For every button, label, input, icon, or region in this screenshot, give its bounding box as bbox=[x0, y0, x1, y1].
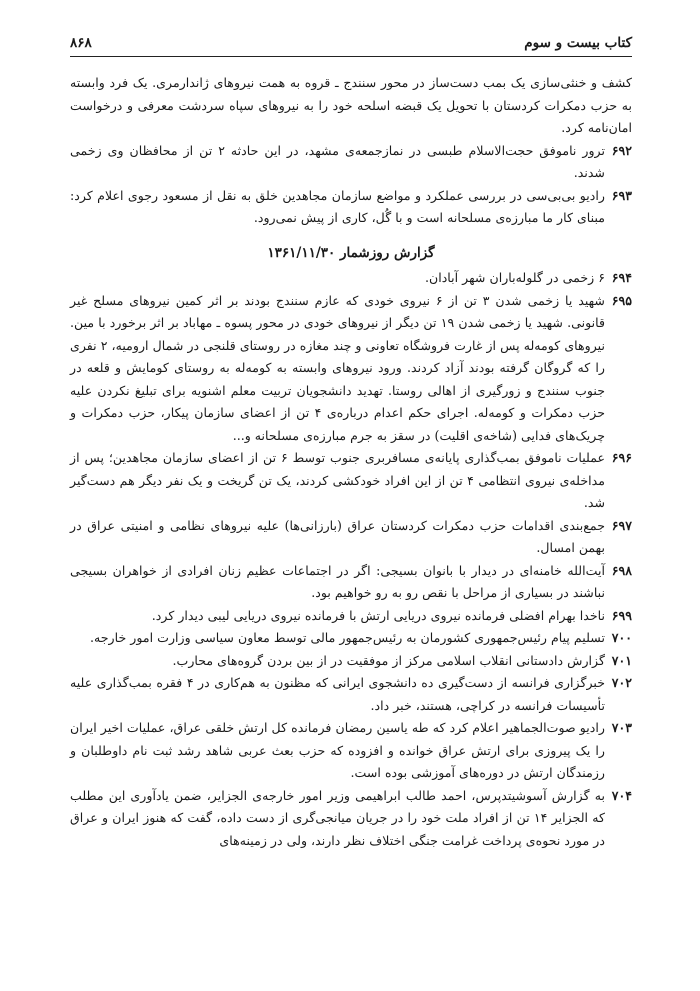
entry-text: ۶ زخمی در گلوله‌باران شهر آبادان. bbox=[424, 270, 605, 285]
entry-number: ۷۰۴ bbox=[611, 787, 632, 803]
daily-entries-list bbox=[70, 267, 632, 852]
entry-text: رادیو صوت‌الجماهیر اعلام کرد که طه یاسین رمضان فرمانده کل ارتش خلقی عراق، عملیات اخیر ایران را یک پیروزی برای ارتش عراق خوانده و افزوده که حزب بعث عربی شاهد رشد ثبت نام داوطلبان و رزمندگان ارتش در دوره‌های آموزشی بوده است. bbox=[70, 720, 605, 780]
section-title: گزارش روزشمار bbox=[339, 244, 435, 261]
section-date: ۱۳۶۱/۱۱/۳۰ bbox=[267, 244, 336, 261]
entry-item bbox=[70, 717, 632, 785]
entry-number: ۶۹۹ bbox=[611, 607, 632, 623]
page-content bbox=[70, 72, 632, 852]
entry-number: ۷۰۳ bbox=[611, 720, 632, 735]
entry-item bbox=[70, 560, 632, 605]
entry-number: ۶۹۸ bbox=[611, 562, 632, 578]
entry-text: تسلیم پیام رئیس‌جمهوری کشورمان به رئیس‌جمهور مالی توسط معاون سیاسی وزارت امور خارجه. bbox=[90, 630, 605, 645]
entry-number: ۷۰۱ bbox=[611, 652, 632, 668]
page-header bbox=[70, 30, 632, 57]
continued-paragraph: کشف و خنثی‌سازی یک بمب دست‌ساز در محور سنندج ـ قروه به همت نیروهای ژاندارمری. یک فرد وابسته به حزب دمکرات کردستان با تحویل یک قبضه اسلحه خود را به نیروهای سپاه سردشت معرفی و درخواست امان‌نامه کرد. bbox=[70, 75, 632, 135]
entry-item bbox=[70, 605, 632, 628]
entry-number: ۶۹۲ bbox=[611, 142, 632, 158]
entry-text: ناخدا بهرام افضلی فرمانده نیروی دریایی ارتش با فرمانده نیروی دریایی لیبی دیدار کرد. bbox=[151, 607, 605, 623]
entry-item bbox=[70, 267, 632, 290]
entry-text: شهید یا زخمی شدن ۳ تن از ۶ نیروی خودی که عازم سنندج بودند بر اثر کمین نیروهای مسلح غیر قانونی. شهید یا زخمی شدن ۱۹ تن دیگر از نیروهای خودی در محور پسوه ـ مهاباد بر اثر برخورد با مین. نیروهای کومه‌له پس از غارت فروشگاه تعاونی و چند مغازه در روستای قلنجی در شمال ارومیه، ۲ نفری را که گروگان گرفته بودند آزاد کردند. ورود نیروهای وابسته به کومه‌له به روستای کومایش و قلعه در جنوب سنندج و زورگیری از اهالی روستا. تهدید دانشجویان تربیت معلم اشنویه برای تبلیغ نکردن علیه حزب دمکرات و کومه‌له. اجرای حکم اعدام درباره‌ی ۴ تن از اعضای سازمان پیکار، حزب دمکرات و چریک‌های فدایی (شاخه‌ی اقلیت) در سقز به جرم مبارزه‌ی مسلحانه و... bbox=[70, 292, 605, 443]
entry-text: آیت‌الله خامنه‌ای در دیدار با بانوان بسیجی: اگر در اجتماعات عظیم زنان افرادی از خواهران بسیجی نباشند در بسیاری از مراحل با نقص رو به رو خواهیم بود. bbox=[70, 562, 605, 600]
entry-item bbox=[70, 140, 632, 185]
book-title: کتاب بیست و سوم bbox=[524, 35, 632, 51]
entry-item bbox=[70, 515, 632, 560]
section-heading bbox=[70, 242, 632, 265]
entry-text: گزارش دادستانی انقلاب اسلامی مرکز از موفقیت در از بین بردن گروه‌های محارب. bbox=[172, 652, 605, 668]
page-number: ۸۶۸ bbox=[70, 35, 92, 51]
entry-item bbox=[70, 290, 632, 448]
entry-text: عملیات ناموفق بمب‌گذاری پایانه‌ی مسافربری جنوب توسط ۶ تن از اعضای سازمان مجاهدین؛ پس از مداخله‌ی نیروی انتظامی ۴ تن از این افراد خودکشی کردند، یک تن گریخت و یک نفر دیگر هم دست‌گیر شد. bbox=[70, 450, 605, 510]
entries-before-section bbox=[70, 140, 632, 230]
entry-text: خبرگزاری فرانسه از دست‌گیری ده دانشجوی ایرانی که مظنون به هم‌کاری در ۴ فقره بمب‌گذاری علیه تأسیسات فرانسه در کراچی، هستند، خبر داد. bbox=[70, 675, 605, 713]
entry-text: جمع‌بندی اقدامات حزب دمکرات کردستان عراق (بارزانی‌ها) علیه نیروهای نظامی و امنیتی عراق در بهمن امسال. bbox=[70, 517, 605, 555]
entry-item bbox=[70, 650, 632, 673]
entry-number: ۶۹۴ bbox=[611, 270, 632, 285]
entry-item bbox=[70, 185, 632, 230]
entry-number: ۶۹۶ bbox=[611, 450, 632, 465]
entry-number: ۷۰۲ bbox=[611, 675, 632, 690]
entry-item bbox=[70, 672, 632, 717]
entry-number: ۶۹۷ bbox=[611, 517, 632, 533]
entry-item bbox=[70, 785, 632, 853]
entry-text: به گزارش آسوشیتدپرس، احمد طالب ابراهیمی وزیر امور خارجه‌ی الجزایر، ضمن یادآوری این مطلب که الجزایر ۱۴ تن از افراد ملت خود را در جریان میانجی‌گری از دست داده، گفت که هنوز ایران و عراق در مورد نحوه‌ی پرداخت غرامت جنگی اختلاف نظر دارند، ولی در زمینه‌های bbox=[70, 787, 606, 848]
entry-item bbox=[70, 627, 632, 650]
entry-text: رادیو بی‌بی‌سی در بررسی عملکرد و مواضع سازمان مجاهدین خلق به نقل از مسعود رجوی اعلام کرد: مبنای کار ما مبارزه‌ی مسلحانه است و با گُل، کاری از پیش نمی‌رود. bbox=[70, 187, 605, 225]
entry-text: ترور ناموفق حجت‌الاسلام طبسی در نمازجمعه‌ی مشهد، در این حادثه ۲ تن از محافظان وی زخمی شدند. bbox=[70, 142, 605, 180]
entry-number: ۷۰۰ bbox=[611, 630, 632, 645]
entry-number: ۶۹۳ bbox=[611, 187, 632, 203]
entry-number: ۶۹۵ bbox=[611, 292, 632, 308]
entry-item bbox=[70, 447, 632, 515]
